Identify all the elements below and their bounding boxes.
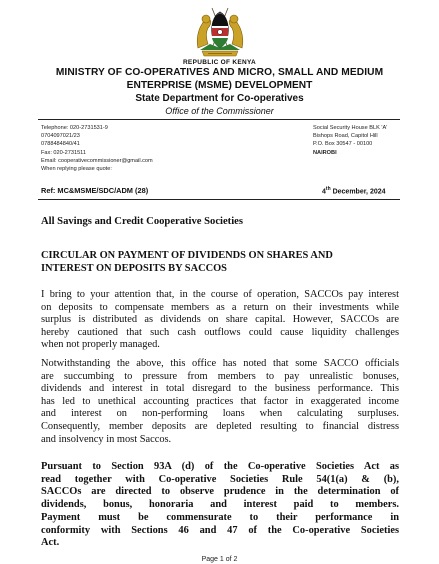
reference-number: Ref: MC&MSME/SDC/ADM (28) <box>41 186 149 195</box>
paragraph-line: dividends, bonus, honoraria and interest paid to members. <box>41 499 399 511</box>
paragraph-line: Consequently, member deposits are depleted resulting to financial distress <box>41 420 399 432</box>
paragraph-line: Notwithstanding the above, this office has noted that some SACCO officials <box>41 358 399 369</box>
paragraph-line: has led to unethical accounting practices that factor in exaggerated income <box>41 395 399 407</box>
address-city: NAIROBI <box>313 149 337 156</box>
phone-text: 0704097021/23 <box>41 133 80 140</box>
paragraph-line: Act. <box>41 537 60 549</box>
email-text: Email: cooperativecommissioner@gmail.com <box>41 157 153 164</box>
page-number: Page 1 of 2 <box>201 556 238 563</box>
subject-line: CIRCULAR ON PAYMENT OF DIVIDENDS ON SHARES AND <box>41 250 333 261</box>
address-block <box>313 124 387 157</box>
header-divider <box>38 119 400 120</box>
paragraph-2 <box>41 358 399 446</box>
paragraph-line: read together with Co-operative Societies Rule 54(1(a) & (b), <box>41 473 399 485</box>
contact-block <box>41 124 153 173</box>
subject-heading <box>41 249 399 275</box>
paragraph-line: hereby cautioned that such cash outflows could cause liquidity challenges <box>41 326 399 338</box>
paragraph-1 <box>41 289 399 352</box>
paragraph-line: surplus is distributed as dividends on share capital. However, SACCOs are <box>41 314 399 326</box>
address-line: Social Security House BLK 'A' <box>313 125 388 131</box>
state-department-title: State Department for Co-operatives <box>135 93 304 104</box>
paragraph-line: and insolvency in most Saccos. <box>41 433 172 445</box>
paragraph-line: Pursuant to Section 93A (d) of the Co-operative Societies Act as <box>41 461 399 472</box>
ministry-title-line1: MINISTRY OF CO-OPERATIVES AND MICRO, SMALL AND MEDIUM <box>55 67 384 78</box>
paragraph-line: on deposits to compensate members as a return on their investments while <box>41 301 399 313</box>
ministry-title-line2: ENTERPRISE (MSME) DEVELOPMENT <box>126 80 313 91</box>
paragraph-line: Payment must be commensurate to their performance in <box>41 511 399 523</box>
paragraph-line: I bring to your attention that, in the course of operation, SACCOs pay interest <box>41 289 399 300</box>
paragraph-3-directive <box>41 461 399 550</box>
office-title: Office of the Commissioner <box>165 106 274 116</box>
addressee: All Savings and Credit Cooperative Societies <box>41 216 243 227</box>
reply-note-text: When replying please quote: <box>41 166 112 173</box>
paragraph-line: when not properly managed. <box>41 339 160 351</box>
date-day: 4 <box>322 188 326 196</box>
telephone-text: Telephone: 020-2731531-9 <box>41 125 108 131</box>
paragraph-line: are succumbing to pressure from members to pay unrealistic bonuses, <box>41 370 399 382</box>
paragraph-line: SACCOs are directed to observe prudence in the determination of <box>41 486 399 498</box>
fax-text: Fax: 020-2731511 <box>41 149 86 156</box>
address-line: Bishops Road, Capitol Hill <box>313 133 378 140</box>
letter-date <box>322 186 386 195</box>
kenya-coat-of-arms-icon <box>192 4 248 60</box>
republic-label: REPUBLIC OF KENYA <box>182 59 257 66</box>
date-rest: December, 2024 <box>330 188 386 196</box>
phone-text: 0788484840/41 <box>41 141 80 148</box>
date-suffix: th <box>325 186 331 192</box>
address-line: P.O. Box 30547 - 00100 <box>313 141 373 148</box>
reference-divider <box>38 199 400 200</box>
paragraph-line: conformity with Sections 46 and 47 of the Co-operative Societies <box>41 524 399 536</box>
subject-line: INTEREST ON DEPOSITS BY SACCOS <box>41 263 227 274</box>
paragraph-line: and interest on non-performing loans when calculating surpluses. <box>41 408 399 420</box>
paragraph-line: dividends and interest in total disregard to the business performance. This <box>41 383 399 395</box>
